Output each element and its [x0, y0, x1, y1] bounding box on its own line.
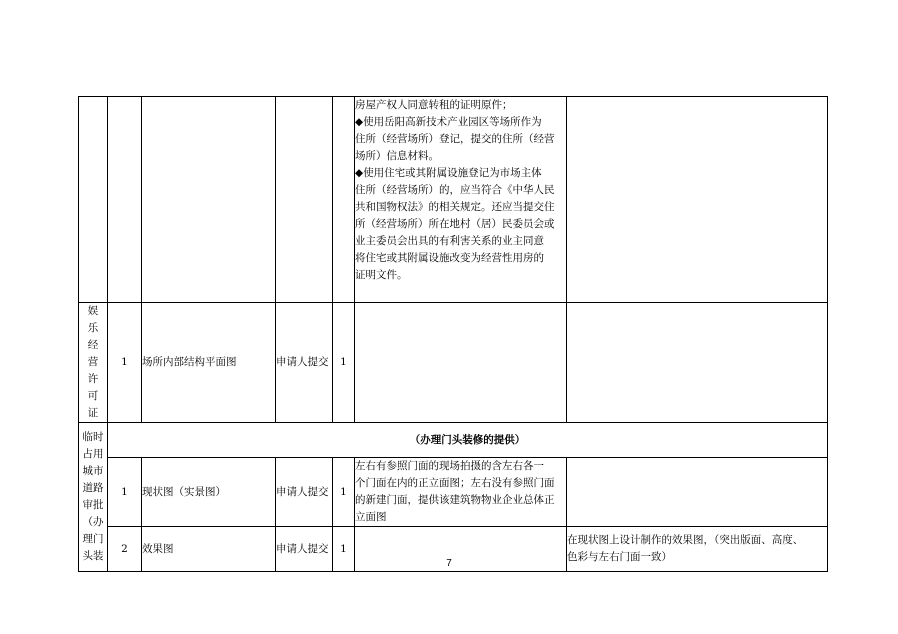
material-name: 场所内部结构平面图: [142, 303, 276, 423]
desc-line: 个门面在内的正立面图；左右没有参照门面: [355, 477, 555, 489]
note-cell-empty: [567, 97, 828, 303]
page-number: 7: [446, 558, 452, 569]
desc-line: ◆使用岳阳高新技术产业园区等场所作为: [355, 116, 542, 128]
category-line: （办: [82, 516, 104, 528]
category-line: 头装: [82, 550, 104, 562]
desc-line: 住所（经营场所）的，应当符合《中华人民: [355, 184, 555, 196]
category-line: 城市: [82, 465, 104, 477]
category-line: 理门: [82, 533, 104, 545]
desc-line: 房屋产权人同意转租的证明原件；: [355, 99, 513, 111]
name-cell-empty: [142, 97, 276, 303]
category-line: 证: [87, 407, 99, 419]
desc-line: 场所）信息材料。: [355, 150, 439, 162]
desc-line: 的新建门面，提供该建筑物物业企业总体正: [355, 494, 555, 506]
material-source: 申请人提交: [276, 527, 333, 572]
table-row-entertainment: [79, 303, 828, 423]
category-cell-empty: [79, 97, 108, 303]
section-heading: （办理门头装修的提供）: [108, 423, 828, 458]
desc-line: 所（经营场所）所在地村（居）民委员会或: [355, 218, 555, 230]
desc-line: 业主委员会出具的有利害关系的业主同意: [355, 235, 544, 247]
copies-cell-empty: [333, 97, 355, 303]
desc-line: 立面图: [355, 511, 387, 523]
copies-count: 1: [333, 458, 355, 527]
desc-line: 左右有参照门面的现场拍摄的含左右各一: [355, 460, 544, 472]
description-cell: [355, 97, 567, 303]
material-source: 申请人提交: [276, 303, 333, 423]
row-number: 2: [108, 527, 142, 572]
description-cell-empty: [355, 303, 567, 423]
row-number: 1: [108, 303, 142, 423]
category-line: 经 营: [87, 339, 109, 368]
category-line: 审批: [82, 499, 104, 511]
note-line: 在现状图上设计制作的效果图，（突出版面、高度、: [567, 534, 804, 546]
copies-count: 1: [333, 527, 355, 572]
desc-line: 住所（经营场所）登记，提交的住所（经营: [355, 133, 555, 145]
category-line: 娱 乐: [87, 305, 109, 334]
desc-line: 将住宅或其附属设施改变为经营性用房的: [355, 252, 544, 264]
note-cell-empty: [567, 303, 828, 423]
description-cell: [355, 458, 567, 527]
copies-count: 1: [333, 303, 355, 423]
category-cell: [79, 303, 108, 423]
material-name: 效果图: [142, 527, 276, 572]
desc-line: 证明文件。: [355, 269, 408, 281]
num-cell-empty: [108, 97, 142, 303]
material-name: 现状图（实景图）: [142, 458, 276, 527]
material-source: 申请人提交: [276, 458, 333, 527]
category-line: 道路: [82, 482, 104, 494]
category-line: 许 可: [87, 373, 109, 402]
category-cell-road: [79, 423, 108, 572]
desc-line: 共和国物权法》的相关规定。还应当提交住: [355, 201, 555, 213]
category-line: 占用: [82, 448, 104, 460]
source-cell-empty: [276, 97, 333, 303]
requirements-table: [78, 96, 828, 572]
note-cell-empty: [567, 458, 828, 527]
table-row-section-heading: [79, 423, 828, 458]
table-row-photo: [79, 458, 828, 527]
category-line: 临时: [82, 431, 104, 443]
note-line: 色彩与左右门面一致）: [567, 551, 672, 563]
desc-line: ◆使用住宅或其附属设施登记为市场主体: [355, 167, 542, 179]
row-number: 1: [108, 458, 142, 527]
table-row-continued: [79, 97, 828, 303]
